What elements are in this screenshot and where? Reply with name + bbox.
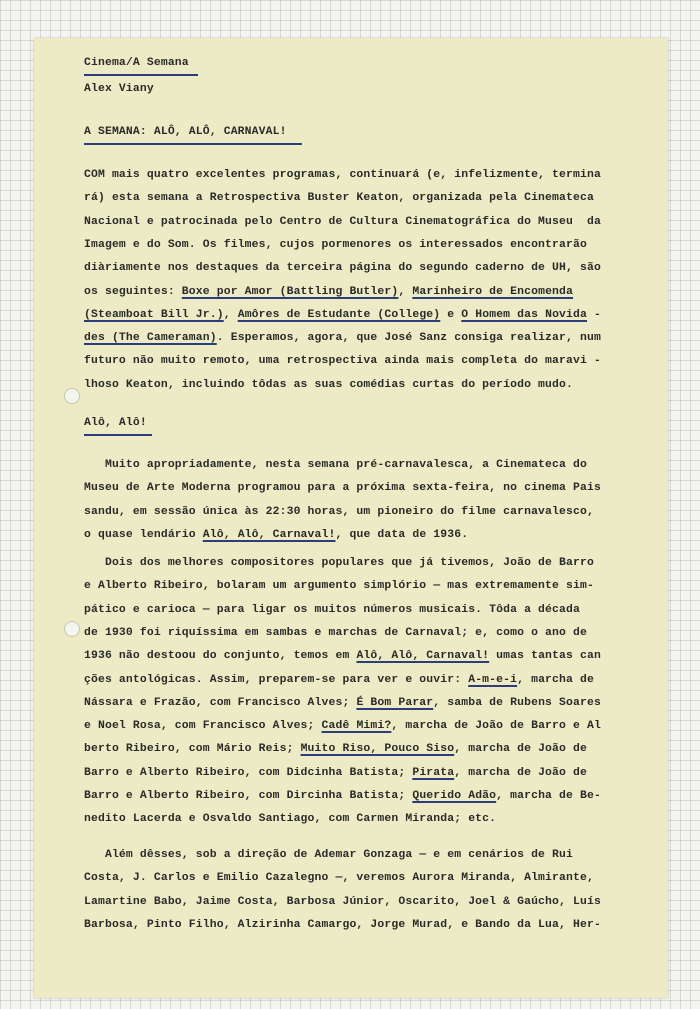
text-segment: , [398,286,413,298]
text-segment: diàriamente nos destaques da terceira página do segundo caderno de UH, são [84,262,601,274]
text-segment: . Esperamos, agora, que José Sanz consiga realizar, num [216,332,601,344]
text-segment: futuro não muito remoto, uma retrospectiva ainda mais completa do maravi - [84,355,601,367]
text-line [84,481,601,495]
text-line [84,285,573,299]
text-segment: , marcha de João de [454,743,587,755]
text-segment: os seguintes: [84,286,182,298]
text-line [84,378,573,392]
text-line [84,895,601,909]
text-segment: Barro e Alberto Ribeiro, com Didcinha Batista; [84,767,413,779]
underlined-title: Boxe por Amor (Battling Butler) [181,286,399,298]
text-line [84,331,601,345]
underlined-title: O Homem das Novida [461,309,588,321]
text-segment: , [223,309,238,321]
text-segment: Lamartine Babo, Jaime Costa, Barbosa Júnior, Oscarito, Joel & Gaúcho, Luís [84,896,601,908]
text-line [84,261,601,275]
text-segment: nedito Lacerda e Osvaldo Santiago, com Carmen Miranda; etc. [84,813,497,825]
text-segment: Costa, J. Carlos e Emilio Cazalegno —, veremos Aurora Miranda, Almirante, [84,872,594,884]
text-line [84,238,587,252]
text-segment: - [587,309,601,321]
text-segment: e Alberto Ribeiro, bolaram um argumento simplório — mas extremamente sim- [84,580,594,592]
text-line [84,766,587,780]
text-segment: Nacional e patrocinada pelo Centro de Cultura Cinematográfica do Museu da [84,216,601,228]
underlined-title: des (The Cameraman) [84,332,217,344]
title-underline [84,143,302,145]
underlined-title: A-m-e-i [468,674,518,686]
underlined-title: Amôres de Estudante (College) [237,309,441,321]
text-line [84,458,587,472]
underlined-title: Querido Adão [412,790,497,802]
text-segment: , marcha de Be- [496,790,601,802]
underlined-title: Pirata [412,767,455,779]
text-line [84,556,594,570]
text-segment: , marcha de João de [454,767,587,779]
text-segment: ções antológicas. Assim, preparem-se para ver e ouvir: [84,674,469,686]
underlined-title: Marinheiro de Encomenda [412,286,574,298]
text-segment: e [440,309,462,321]
text-line [84,505,594,519]
underlined-title: É Bom Parar [356,697,434,709]
text-segment: Museu de Arte Moderna programou para a próxima sexta-feira, no cinema Pais [84,482,601,494]
text-line [84,812,496,826]
text-line [84,308,601,322]
text-line [84,626,587,640]
text-line [84,579,594,593]
text-segment: Dois dos melhores compositores populares que já tivemos, João de Barro [84,557,594,569]
text-line [84,918,601,932]
text-line [84,191,594,205]
text-line [84,789,601,803]
text-segment: o quase lendário [84,529,203,541]
text-line [84,871,594,885]
author-name: Alex Viany [84,83,154,95]
text-segment: , marcha de [517,674,594,686]
text-segment: e Noel Rosa, com Francisco Alves; [84,720,322,732]
subheading: Alô, Alô! [84,417,147,429]
article-title: A SEMANA: ALÔ, ALÔ, CARNAVAL! [84,126,287,138]
subheading-underline [84,434,152,436]
text-line [84,673,594,687]
text-segment: Barbosa, Pinto Filho, Alzirinha Camargo, Jorge Murad, e Bando da Lua, Her- [84,919,601,931]
text-line [84,649,601,663]
text-segment: pático e carioca — para ligar os muitos números musicais. Tôda a década [84,604,580,616]
section-label: Cinema/A Semana [84,57,189,69]
underlined-title: (Steamboat Bill Jr.) [84,309,224,321]
text-segment: Muito apropriadamente, nesta semana pré-carnavalesca, a Cinemateca do [84,459,587,471]
text-line [84,354,601,368]
text-line [84,696,601,710]
text-line [84,848,573,862]
text-segment: rá) esta semana a Retrospectiva Buster Keaton, organizada pela Cinemateca [84,192,594,204]
text-segment: Barro e Alberto Ribeiro, com Dircinha Batista; [84,790,413,802]
text-line [84,719,601,733]
text-segment: , marcha de João de Barro e Al [391,720,601,732]
text-segment: sandu, em sessão única às 22:30 horas, um pioneiro do filme carnavalesco, [84,506,594,518]
underlined-title: Cadê Mimi? [321,720,392,732]
text-line [84,742,587,756]
underlined-title: Alô, Alô, Carnaval! [202,529,336,541]
text-segment: lhoso Keaton, incluindo tôdas as suas comédias curtas do período mudo. [84,379,573,391]
text-segment: berto Ribeiro, com Mário Reis; [84,743,301,755]
text-segment: Nássara e Frazão, com Francisco Alves; [84,697,357,709]
section-underline [84,74,198,76]
text-segment: , que data de 1936. [335,529,469,541]
text-segment: Além dêsses, sob a direção de Ademar Gonzaga — e em cenários de Rui [84,849,573,861]
underlined-title: Alô, Alô, Carnaval! [356,650,490,662]
text-segment: Imagem e do Som. Os filmes, cujos pormenores os interessados encontrarão [84,239,587,251]
text-line [84,215,601,229]
text-line [84,168,601,182]
text-segment: 1936 não destoou do conjunto, temos em [84,650,357,662]
text-segment: , samba de Rubens Soares [433,697,601,709]
text-segment: COM mais quatro excelentes programas, continuará (e, infelizmente, termina [84,169,601,181]
text-line [84,603,580,617]
text-line [84,528,468,542]
text-segment: de 1930 foi riquíssima em sambas e marchas de Carnaval; e, como o ano de [84,627,587,639]
punch-hole [64,621,80,637]
punch-hole [64,388,80,404]
underlined-title: Muito Riso, Pouco Siso [300,743,455,755]
text-segment: umas tantas can [489,650,601,662]
